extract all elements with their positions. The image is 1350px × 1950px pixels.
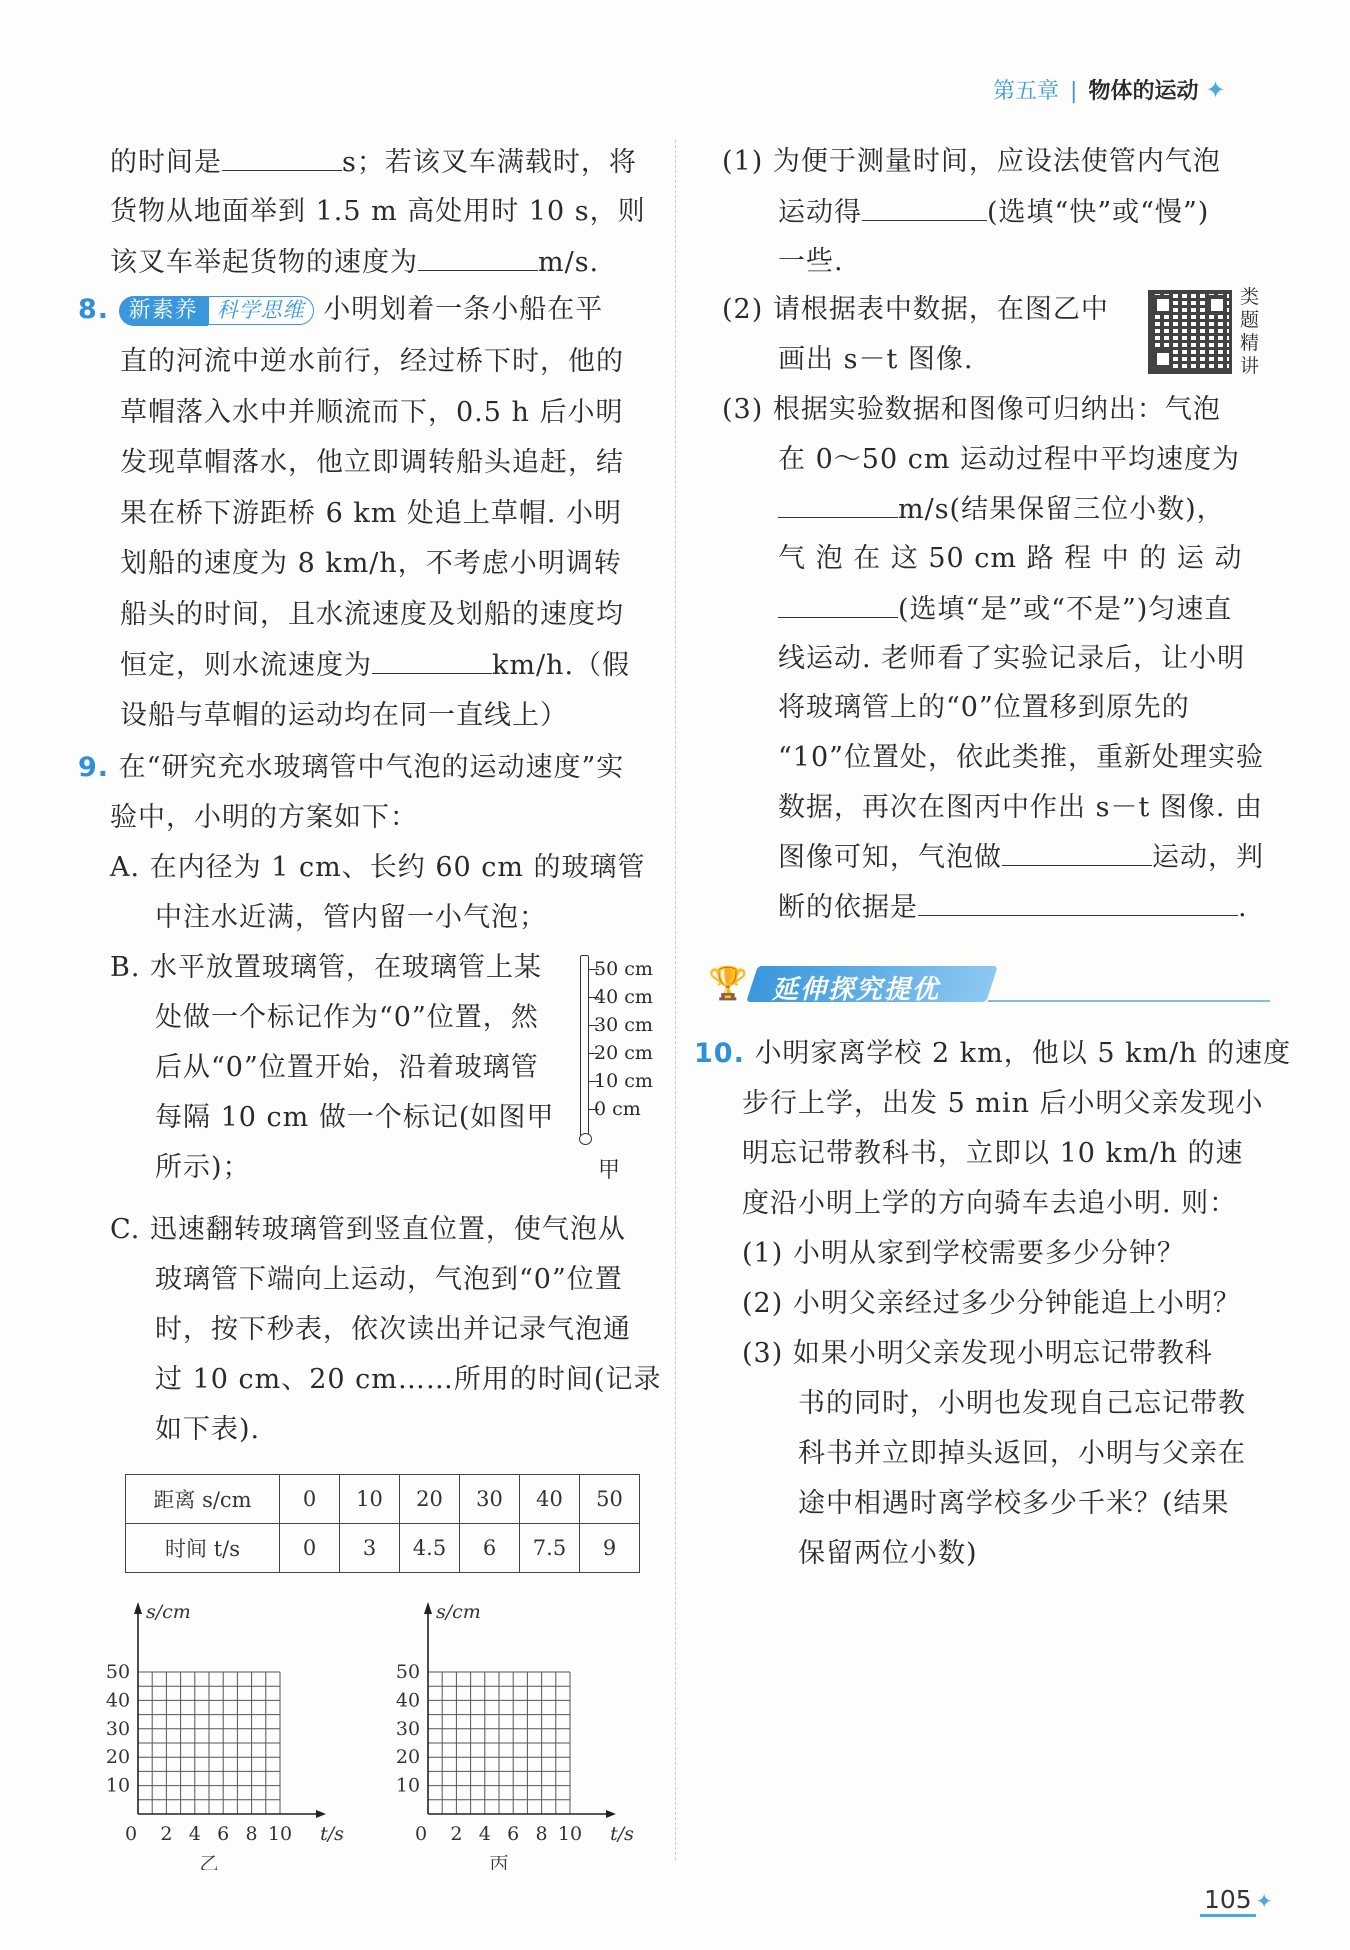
x-tick-label: 6	[217, 1823, 230, 1845]
y-axis-label: s/cm	[436, 1601, 481, 1623]
q9-first-line	[78, 750, 624, 786]
star-icon: ✦	[1255, 1889, 1273, 1913]
x-axis-arrow	[606, 1810, 616, 1818]
section-banner	[708, 960, 1270, 1006]
chapter-title: 物体的运动	[1088, 79, 1199, 104]
p3-line-text: 将玻璃管上的“0”位置移到原先的	[778, 692, 1190, 724]
q9-c-line	[110, 1212, 626, 1248]
q9-text: 在“研究充水玻璃管中气泡的运动速度”实	[118, 752, 625, 783]
grid-graph	[390, 1600, 670, 1870]
q9-b-line-text: 处做一个标记作为“0”位置，然	[155, 1002, 539, 1033]
q7-line-text: 货物从地面举到 1.5 m 高处用时 10 s，则	[110, 196, 646, 227]
answer-blank[interactable]	[778, 491, 898, 518]
p1-line	[722, 144, 1221, 180]
tube-bottom-cap	[579, 1133, 592, 1145]
p3-line	[778, 591, 1232, 628]
table-cell: 50	[580, 1475, 640, 1524]
chapter-label: 第五章	[993, 79, 1060, 104]
tube-label: 0 cm	[594, 1098, 641, 1120]
answer-blank[interactable]	[918, 889, 1238, 916]
q8-line-text: 船头的时间，且水流速度及划船的速度均	[120, 598, 624, 630]
q9-b-line	[155, 1150, 251, 1186]
badge-science-thinking: 科学思维	[208, 296, 314, 325]
q8-number: 8.	[78, 294, 110, 325]
q9-number: 9.	[78, 752, 110, 783]
p3-line	[778, 442, 1240, 478]
badge-new-literacy: 新素养	[119, 296, 208, 326]
q10-line	[742, 1186, 1237, 1222]
qr-char: 讲	[1240, 355, 1260, 377]
p2-line	[722, 292, 1109, 328]
answer-blank[interactable]	[222, 144, 342, 171]
graph-yi	[100, 1600, 380, 1870]
q10-text: 小明家离学校 2 km，他以 5 km/h 的速度	[754, 1038, 1292, 1069]
q10-sub-line	[742, 1336, 1213, 1372]
x-tick-label: 0	[124, 1823, 138, 1845]
p3-line-text: 数据，再次在图丙中作出 s－t 图像. 由	[778, 791, 1264, 823]
table-cell: 0	[280, 1475, 340, 1524]
y-tick-label: 30	[105, 1717, 131, 1740]
q8-line-text: 果在桥下游距桥 6 km 处追上草帽. 小明	[120, 497, 623, 529]
qr-finder	[1153, 349, 1173, 369]
section-title: 延伸探究提优	[772, 975, 941, 1005]
q9-c-line	[155, 1262, 623, 1298]
answer-blank[interactable]	[1002, 839, 1152, 866]
x-tick-label: 10	[557, 1823, 583, 1845]
table-cell: 30	[460, 1475, 520, 1524]
q10-line-text: 度沿小明上学的方向骑车去追小明. 则：	[742, 1188, 1238, 1219]
q8-text: 小明划着一条小船在平	[323, 294, 604, 325]
q10-line	[742, 1136, 1244, 1172]
y-tick-label: 20	[105, 1746, 131, 1769]
q8-line-text: km/h.（假	[492, 650, 631, 681]
p1-line	[778, 244, 844, 280]
p3-line-text: 线运动. 老师看了实验记录后，让小明	[778, 642, 1246, 674]
table-cell: 4.5	[400, 1524, 460, 1573]
x-tick-label: 8	[535, 1823, 548, 1845]
qr-caption	[1240, 286, 1262, 378]
q9-a-line	[155, 900, 547, 936]
p3-line-text: 运动，判	[1152, 842, 1264, 874]
p3-line-text: (选填“是”或“不是”)匀速直	[898, 593, 1233, 625]
q10-line-text: 步行上学，出发 5 min 后小明父亲发现小	[742, 1088, 1264, 1119]
qr-char: 题	[1240, 309, 1260, 331]
q10-sub-line	[742, 1236, 1185, 1272]
page-number-value: 105	[1200, 1885, 1256, 1917]
p3-line	[778, 790, 1263, 826]
qr-code-icon[interactable]	[1148, 290, 1232, 374]
q8-line-text: 草帽落入水中并顺流而下，0.5 h 后小明	[120, 396, 624, 428]
q10-sub-line-text: 书的同时，小明也发现自己忘记带教	[798, 1388, 1246, 1419]
table-row-time	[126, 1524, 640, 1573]
q7-line-text: 的时间是	[110, 147, 222, 178]
table-cell: 3	[340, 1524, 400, 1573]
q8-line-text: 划船的速度为 8 km/h，不考虑小明调转	[120, 548, 622, 579]
q8-line-text: 恒定，则水流速度为	[120, 650, 372, 681]
q9-second-line: 验中，小明的方案如下：	[110, 802, 418, 833]
p1-line-text: 运动得	[778, 197, 862, 228]
q9-b-line-text: 所示)；	[155, 1152, 251, 1183]
q8-line	[120, 395, 624, 431]
y-tick-label: 10	[105, 1774, 131, 1797]
y-tick-label: 50	[395, 1661, 421, 1683]
p3-line-text: (3) 根据实验数据和图像可归纳出：气泡	[722, 394, 1221, 425]
q9-a-line-text: 中注水近满，管内留一小气泡；	[155, 902, 547, 933]
q7-line-text: m/s.	[538, 247, 600, 278]
q10-sub-line	[798, 1386, 1246, 1422]
banner-rule	[988, 1000, 1270, 1002]
p2-line-text: 画出 s－t 图像.	[778, 344, 974, 375]
x-axis-label: t/s	[610, 1823, 634, 1845]
q8-line	[120, 597, 624, 633]
trophy-icon: 🏆	[708, 964, 748, 1002]
q7-line-text: s；若该叉车满载时，将	[342, 147, 637, 178]
q8-line	[120, 496, 622, 532]
q10-sub-line	[798, 1536, 978, 1572]
qr-finder	[1207, 295, 1227, 315]
q9-c-line-text: C. 迅速翻转玻璃管到竖直位置，使气泡从	[110, 1214, 626, 1245]
table-cell: 20	[400, 1475, 460, 1524]
q9-c-line	[155, 1312, 631, 1348]
table-cell: 40	[520, 1475, 580, 1524]
p1-line-text: 一些.	[778, 246, 844, 277]
y-tick-label: 10	[395, 1774, 421, 1797]
q9-b-line	[110, 950, 542, 986]
p1-line	[778, 194, 1209, 231]
y-axis-arrow	[134, 1602, 142, 1614]
table-cell: 9	[580, 1524, 640, 1573]
x-tick-label: 0	[414, 1823, 428, 1845]
p3-line	[778, 491, 1225, 528]
q10-line-text: 明忘记带教科书，立即以 10 km/h 的速	[742, 1138, 1244, 1169]
answer-blank[interactable]	[418, 244, 538, 271]
x-tick-label: 10	[267, 1823, 293, 1845]
q10-sub-line-text: (3) 如果小明父亲发现小明忘记带教科	[742, 1338, 1213, 1369]
table-cell: 6	[460, 1524, 520, 1573]
q9-c-line-text: 玻璃管下端向上运动，气泡到“0”位置	[155, 1264, 623, 1295]
tube-label: 20 cm	[594, 1042, 653, 1064]
x-tick-label: 8	[245, 1823, 258, 1845]
star-icon: ✦	[1205, 76, 1226, 104]
q9-b-line-text: 每隔 10 cm 做一个标记(如图甲	[155, 1102, 555, 1133]
p1-line-text: (选填“快”或“慢”)	[987, 197, 1210, 228]
table-row-distance	[126, 1475, 640, 1524]
p3-line	[722, 392, 1221, 428]
y-tick-label: 40	[395, 1689, 421, 1712]
q8-line-text: 发现草帽落水，他立即调转船头追赶，结	[120, 447, 624, 478]
p3-line	[778, 541, 1243, 577]
table-header-time: 时间 t/s	[126, 1524, 280, 1573]
tube-label: 10 cm	[594, 1070, 653, 1092]
q8-line-text: 直的河流中逆水前行，经过桥下时，他的	[120, 346, 624, 377]
data-table	[125, 1474, 640, 1573]
p3-line	[778, 889, 1248, 926]
y-tick-label: 20	[395, 1746, 421, 1769]
y-tick-label: 40	[105, 1689, 131, 1712]
x-axis-label: t/s	[320, 1823, 344, 1845]
q8-first-line	[78, 292, 603, 328]
p3-line-text: m/s(结果保留三位小数)，	[898, 494, 1225, 526]
p3-line	[778, 839, 1264, 876]
q9-c-line	[155, 1362, 661, 1398]
q7-line	[110, 194, 646, 230]
p3-line	[778, 641, 1245, 677]
p3-line	[778, 740, 1264, 776]
q8-line	[120, 344, 624, 380]
answer-blank[interactable]	[862, 194, 987, 221]
graph-caption: 丙	[489, 1853, 509, 1870]
y-tick-label: 30	[395, 1717, 421, 1740]
graph-caption: 乙	[199, 1853, 219, 1870]
table-header-distance: 距离 s/cm	[126, 1475, 280, 1524]
graph-bing	[390, 1600, 670, 1870]
q10-sub-line-text: 保留两位小数)	[798, 1538, 978, 1569]
header-separator: |	[1070, 79, 1078, 104]
q9-a-line-text: A. 在内径为 1 cm、长约 60 cm 的玻璃管	[110, 852, 646, 883]
chapter-header	[993, 74, 1226, 105]
q9-b-line	[155, 1050, 539, 1086]
q9-b-line-text: 后从“0”位置开始，沿着玻璃管	[155, 1052, 539, 1083]
table-cell: 10	[340, 1475, 400, 1524]
q9-c-line	[155, 1412, 260, 1448]
q10-sub-line-text: 科书并立即掉头返回，小明与父亲在	[798, 1438, 1246, 1469]
answer-blank[interactable]	[778, 591, 898, 618]
q10-sub-line	[742, 1286, 1241, 1322]
table-cell: 0	[280, 1524, 340, 1573]
q10-sub-line-text: (2) 小明父亲经过多少分钟能追上小明？	[742, 1288, 1241, 1319]
tube-figure	[580, 955, 680, 1155]
q10-number: 10.	[694, 1038, 745, 1069]
grid-graph	[100, 1600, 380, 1870]
p2-line	[778, 342, 973, 378]
p3-line-text: .	[1238, 892, 1248, 923]
y-axis-label: s/cm	[146, 1601, 191, 1623]
y-axis-arrow	[424, 1602, 432, 1614]
qr-finder	[1153, 295, 1173, 315]
tube-label: 40 cm	[594, 986, 653, 1008]
x-tick-label: 4	[188, 1823, 201, 1845]
q9-c-line-text: 时，按下秒表，依次读出并记录气泡通	[155, 1314, 631, 1345]
p3-line-text: 气 泡 在 这 50 cm 路 程 中 的 运 动	[778, 543, 1243, 575]
p2-line-text: (2) 请根据表中数据，在图乙中	[722, 294, 1109, 325]
q9-a-line	[110, 850, 646, 886]
q7-line	[110, 244, 599, 281]
x-tick-label: 4	[478, 1823, 491, 1845]
x-tick-label: 6	[507, 1823, 520, 1845]
tube-label: 30 cm	[594, 1014, 653, 1036]
q9-b-line	[155, 1100, 554, 1136]
q8-line	[120, 698, 568, 734]
q9-b-line	[155, 1000, 539, 1036]
q10-first-line	[694, 1036, 1291, 1072]
x-axis-arrow	[316, 1810, 326, 1818]
q7-line-text: 该叉车举起货物的速度为	[110, 247, 418, 278]
q9-c-line-text: 过 10 cm、20 cm……所用的时间(记录	[155, 1364, 662, 1395]
glass-tube	[580, 955, 589, 1143]
p3-line-text: 在 0～50 cm 运动过程中平均速度为	[778, 443, 1241, 475]
q10-sub-line-text: 途中相遇时离学校多少千米？(结果	[798, 1488, 1230, 1519]
qr-char: 精	[1240, 332, 1260, 354]
p1-line-text: (1) 为便于测量时间，应设法使管内气泡	[722, 146, 1221, 177]
q10-sub-line-text: (1) 小明从家到学校需要多少分钟？	[742, 1238, 1185, 1269]
p3-line	[778, 690, 1190, 726]
q8-line	[120, 647, 630, 684]
q9-b-line-text: B. 水平放置玻璃管，在玻璃管上某	[110, 952, 543, 983]
q10-line	[742, 1086, 1264, 1122]
x-tick-label: 2	[450, 1823, 463, 1845]
q8-line	[120, 546, 622, 582]
p3-line-text: 断的依据是	[778, 892, 918, 923]
tube-label: 50 cm	[594, 958, 653, 980]
q10-sub-line	[798, 1436, 1246, 1472]
q7-line	[110, 144, 637, 181]
page-number	[1200, 1885, 1272, 1914]
q8-line-text: 设船与草帽的运动均在同一直线上）	[120, 699, 568, 731]
q8-line	[120, 445, 624, 481]
tube-caption: 甲	[598, 1158, 621, 1183]
p3-line-text: 图像可知，气泡做	[778, 842, 1002, 874]
y-tick-label: 50	[105, 1661, 131, 1683]
x-tick-label: 2	[160, 1823, 173, 1845]
q10-sub-line	[798, 1486, 1230, 1522]
table-cell: 7.5	[520, 1524, 580, 1573]
answer-blank[interactable]	[372, 647, 492, 674]
qr-char: 类	[1240, 286, 1260, 308]
q9-c-line-text: 如下表).	[155, 1414, 261, 1445]
p3-line-text: “10”位置处，依此类推，重新处理实验	[778, 741, 1264, 773]
